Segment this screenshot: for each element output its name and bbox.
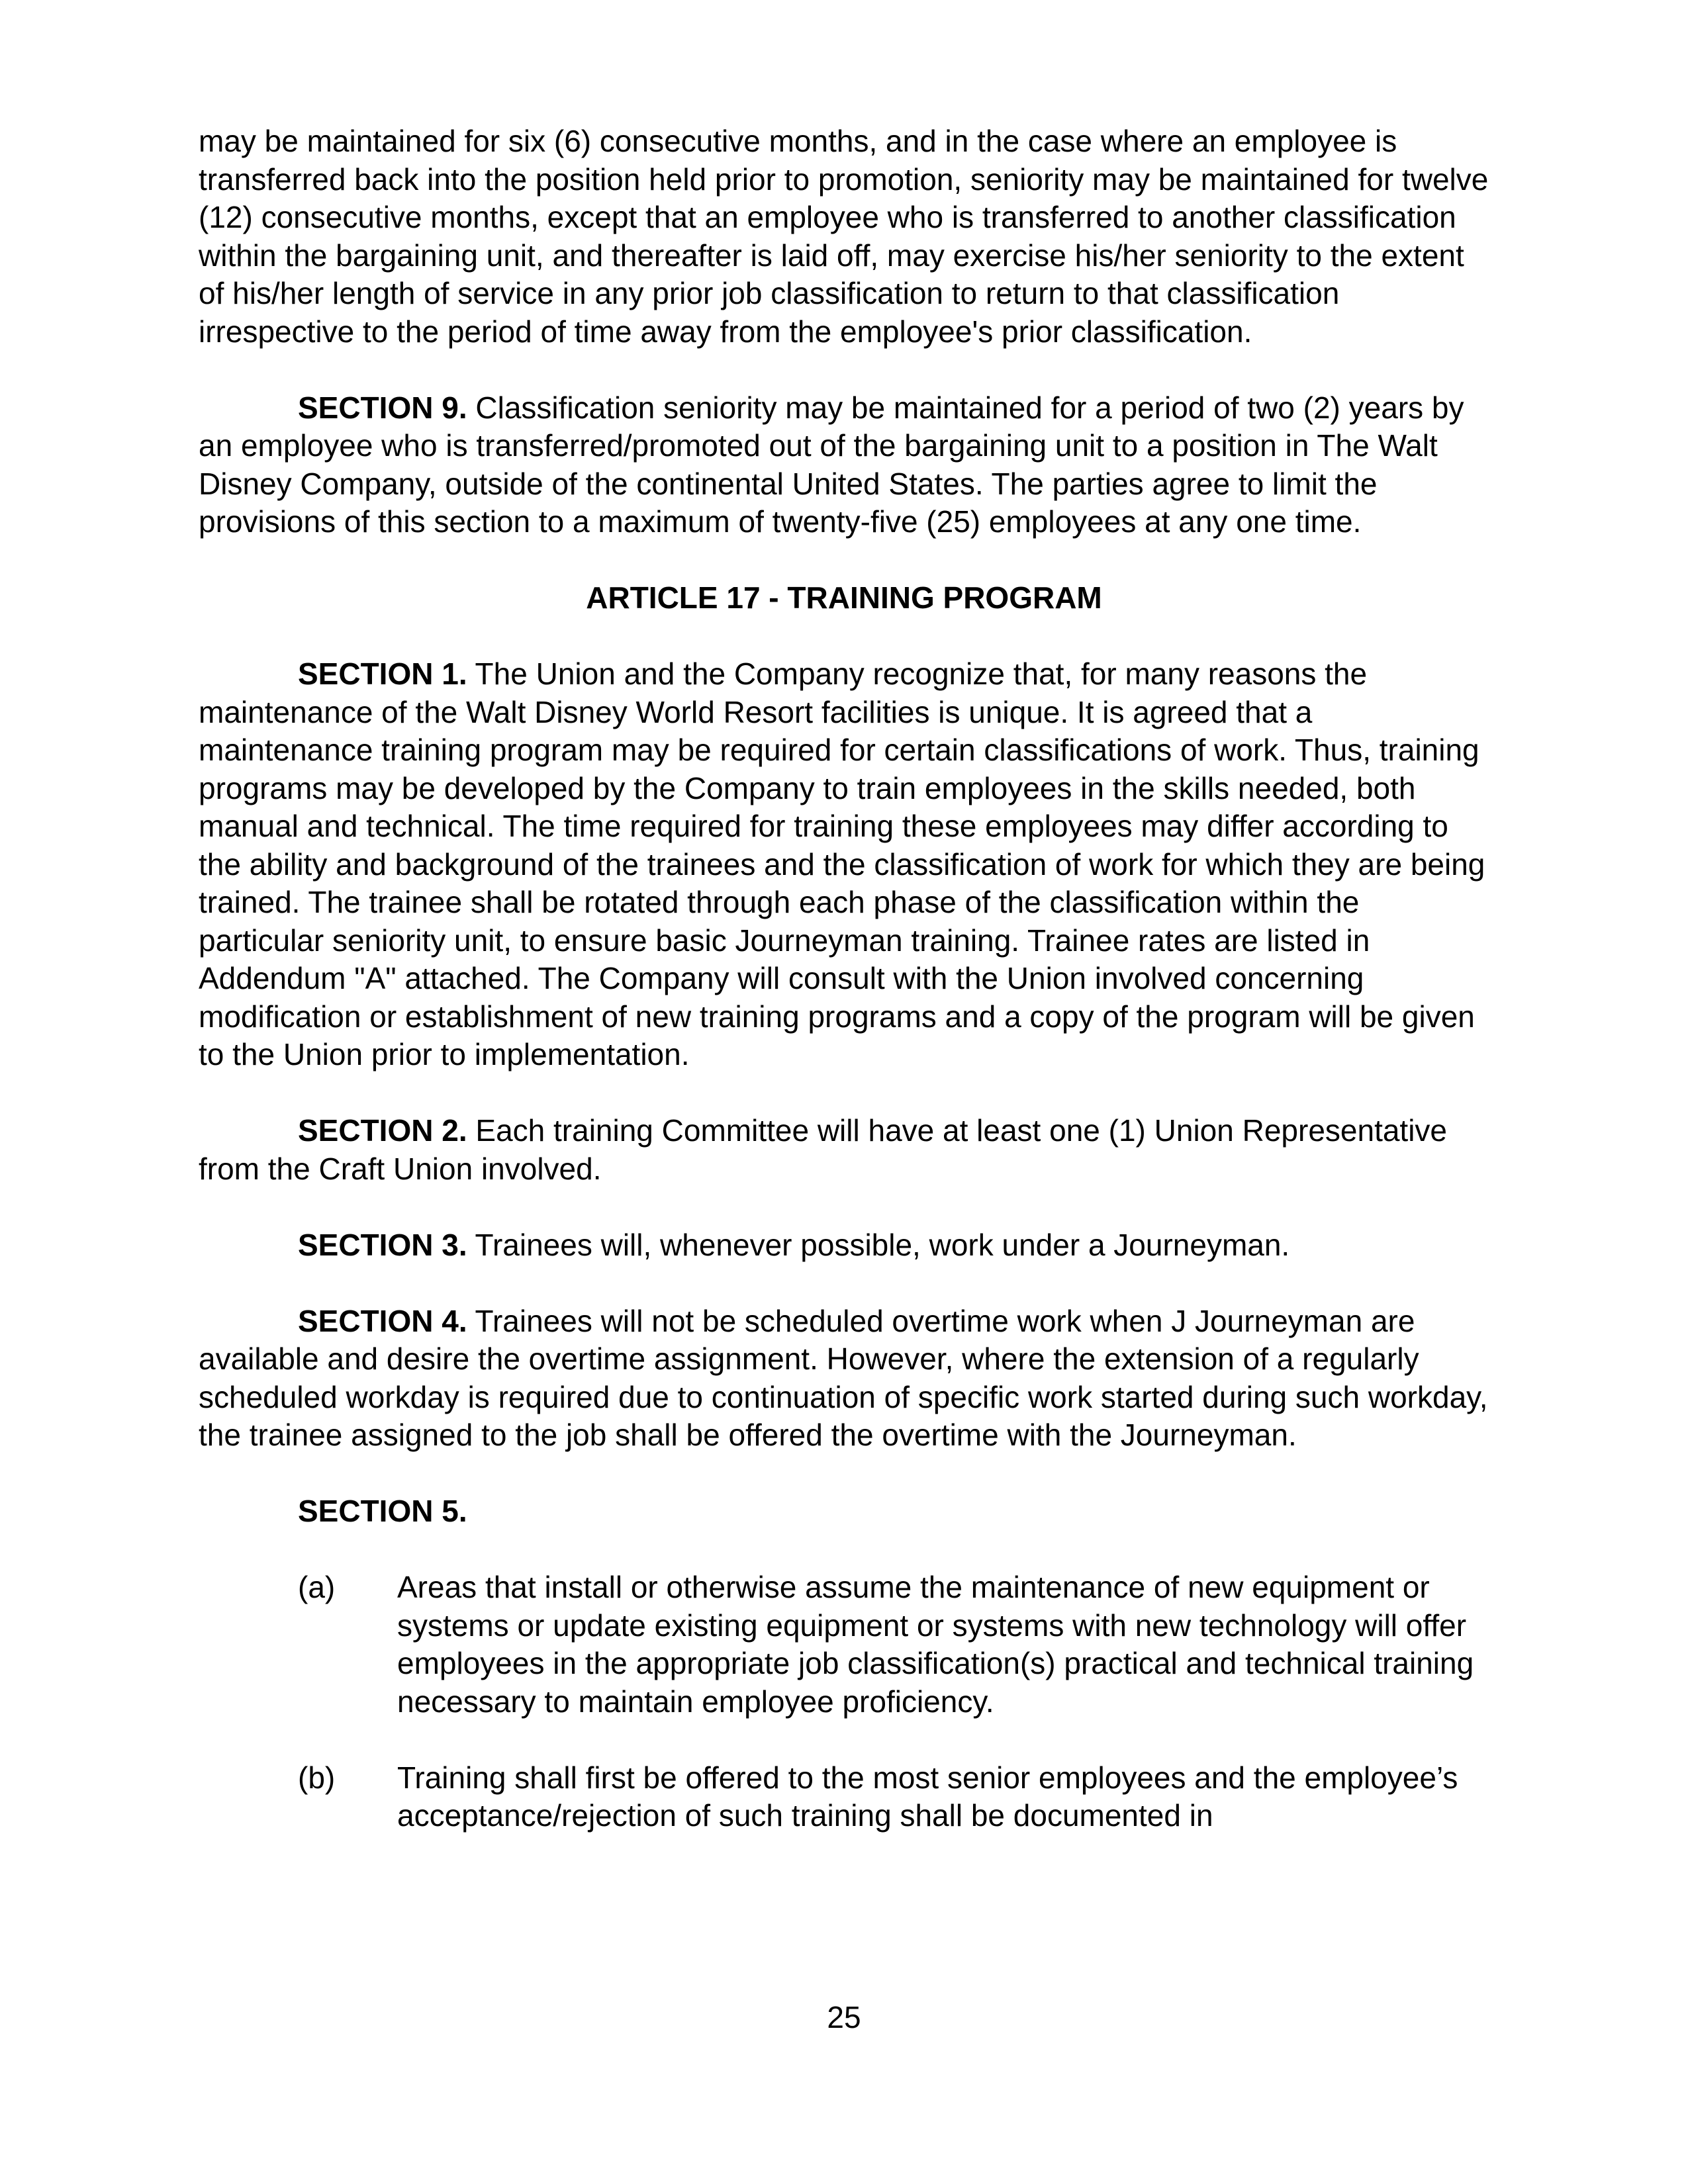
continuation-paragraph: may be maintained for six (6) consecutive months, and in the case where an employee is transferred back into the position held prior to promotion, seniority may be maintained for twelve (12) consecutive months, except that an employee who is transferred to another classification within the bargaining unit, and thereafter is laid off, may exercise his/her seniority to the extent of his/her length of service in any prior job classification to return to that classification irrespective to the period of time away from the employee's prior classification.: [199, 124, 1489, 349]
section-1-label: SECTION 1.: [298, 657, 467, 691]
article-heading: ARTICLE 17 - TRAINING PROGRAM: [586, 580, 1102, 615]
section-3-label: SECTION 3.: [298, 1227, 467, 1262]
section-1-text: The Union and the Company recognize that, for many reasons the maintenance of the Walt Disney World Resort facilities is unique. It is agreed that a maintenance training program may be required for certain classifications of work. Thus, training programs may be developed by the Company to train employees in the skills needed, both manual and technical. The time required for training these employees may differ according to the ability and background of the trainees and the classification of work for which they are being trained. The trainee shall be rotated through each phase of the classification within the particular seniority unit, to ensure basic Journeyman training. Trainee rates are listed in Addendum "A" attached. The Company will consult with the Union involved concerning modification or establishment of new training programs and a copy of the program will be given to the Union prior to implementation.: [199, 657, 1485, 1071]
section-1-paragraph: [199, 655, 1489, 1074]
section-4-label: SECTION 4.: [298, 1303, 467, 1338]
page-number: 25: [827, 2000, 861, 2034]
list-item-label: (a): [298, 1570, 336, 1604]
section-4-paragraph: [199, 1302, 1489, 1455]
section-3-paragraph: [199, 1226, 1489, 1265]
section-5-label: SECTION 5.: [298, 1494, 467, 1528]
section-9-text: Classification seniority may be maintained for a period of two (2) years by an employee who is transferred/promoted out of the bargaining unit to a position in The Walt Disney Company, outside of the continental United States. The parties agree to limit the provisions of this section to a maximum of twenty-five (25) employees at any one time.: [199, 390, 1464, 539]
list-item-label: (b): [298, 1760, 336, 1795]
list-item: [199, 1569, 1489, 1721]
section-2-text: Each training Committee will have at least one (1) Union Representative from the Craft Union involved.: [199, 1113, 1448, 1186]
section-5-paragraph: [199, 1492, 1489, 1531]
section-4-text: Trainees will not be scheduled overtime work when J Journeyman are available and desire the overtime assignment. However, where the extension of a regularly scheduled workday is required due to continuation of specific work started during such workday, the trainee assigned to the job shall be offered the overtime with the Journeyman.: [199, 1303, 1488, 1452]
section-9-paragraph: [199, 389, 1489, 541]
list-item-text: Areas that install or otherwise assume the maintenance of new equipment or systems or update existing equipment or systems with new technology will offer employees in the appropriate job classification(s) practical and technical training necessary to maintain employee proficiency.: [397, 1570, 1474, 1719]
list-item-text: Training shall first be offered to the most senior employees and the employee’s acceptance/rejection of such training shall be documented in: [397, 1760, 1458, 1833]
section-3-text: Trainees will, whenever possible, work under a Journeyman.: [467, 1227, 1290, 1262]
document-page: [199, 122, 1489, 1873]
section-2-paragraph: [199, 1112, 1489, 1188]
section-9-label: SECTION 9.: [298, 390, 467, 425]
list-item: [199, 1759, 1489, 1835]
section-2-label: SECTION 2.: [298, 1113, 467, 1148]
